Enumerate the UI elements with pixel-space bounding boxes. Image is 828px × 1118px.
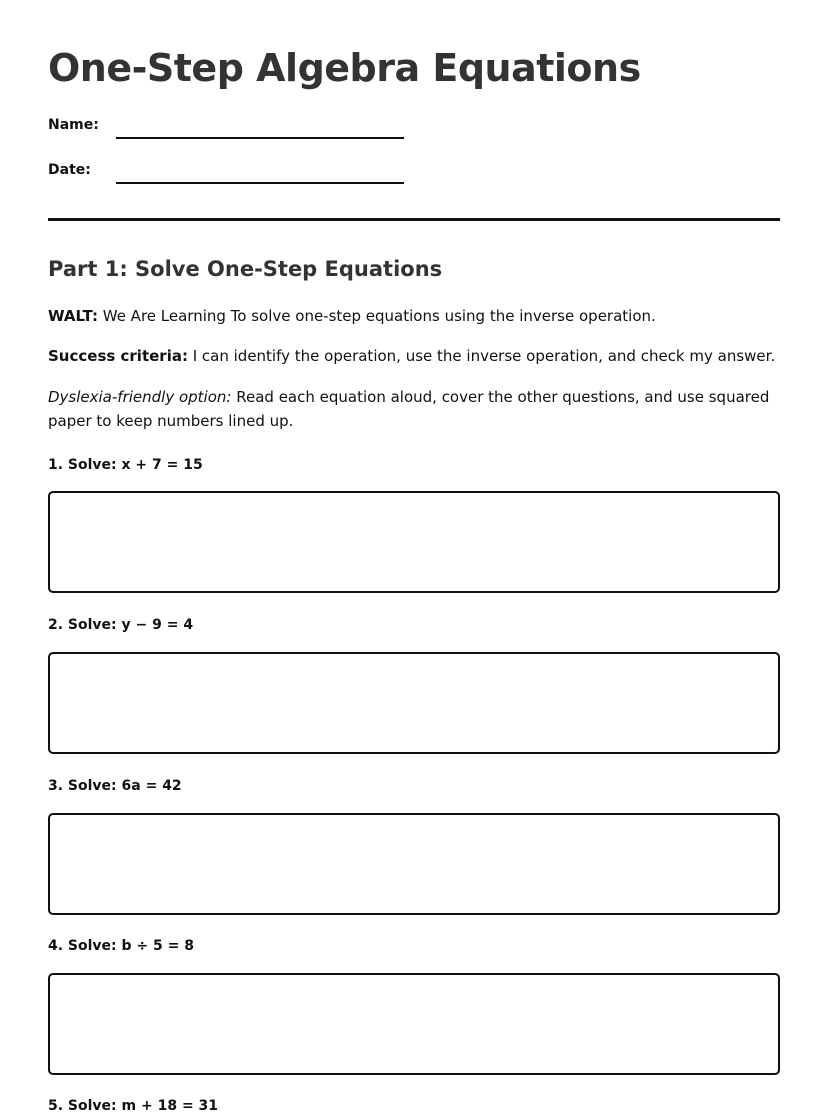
- question-4-label: 4. Solve: b ÷ 5 = 8: [48, 938, 194, 954]
- date-field-row: [48, 162, 408, 186]
- dyslexia-text: Read each equation aloud, cover the other questions, and use squared paper to keep numbers lined up.: [48, 388, 770, 430]
- question-1-answer-box[interactable]: [48, 491, 780, 593]
- question-1-label: 1. Solve: x + 7 = 15: [48, 457, 203, 473]
- question-4-answer-box[interactable]: [48, 973, 780, 1075]
- date-label: Date:: [48, 162, 91, 178]
- success-text: I can identify the operation, use the inverse operation, and check my answer.: [187, 347, 776, 365]
- question-3-answer-box[interactable]: [48, 813, 780, 915]
- dyslexia-option: [48, 385, 780, 433]
- question-3-label: 3. Solve: 6a = 42: [48, 778, 182, 794]
- walt-text: We Are Learning To solve one-step equations using the inverse operation.: [97, 307, 656, 325]
- success-criteria: [48, 344, 780, 368]
- date-input-line[interactable]: [116, 182, 404, 184]
- walt-statement: [48, 304, 780, 328]
- question-2-label: 2. Solve: y − 9 = 4: [48, 617, 194, 633]
- dyslexia-label: Dyslexia-friendly option:: [48, 388, 232, 406]
- walt-label: WALT:: [48, 307, 98, 325]
- name-label: Name:: [48, 117, 99, 133]
- worksheet-title: One-Step Algebra Equations: [48, 46, 641, 90]
- question-2-answer-box[interactable]: [48, 652, 780, 754]
- name-field-row: [48, 117, 408, 141]
- part1-title: Part 1: Solve One-Step Equations: [48, 257, 443, 281]
- header-divider: [48, 218, 780, 221]
- name-input-line[interactable]: [116, 137, 404, 139]
- success-label: Success criteria:: [48, 347, 188, 365]
- question-5-label: 5. Solve: m + 18 = 31: [48, 1098, 219, 1114]
